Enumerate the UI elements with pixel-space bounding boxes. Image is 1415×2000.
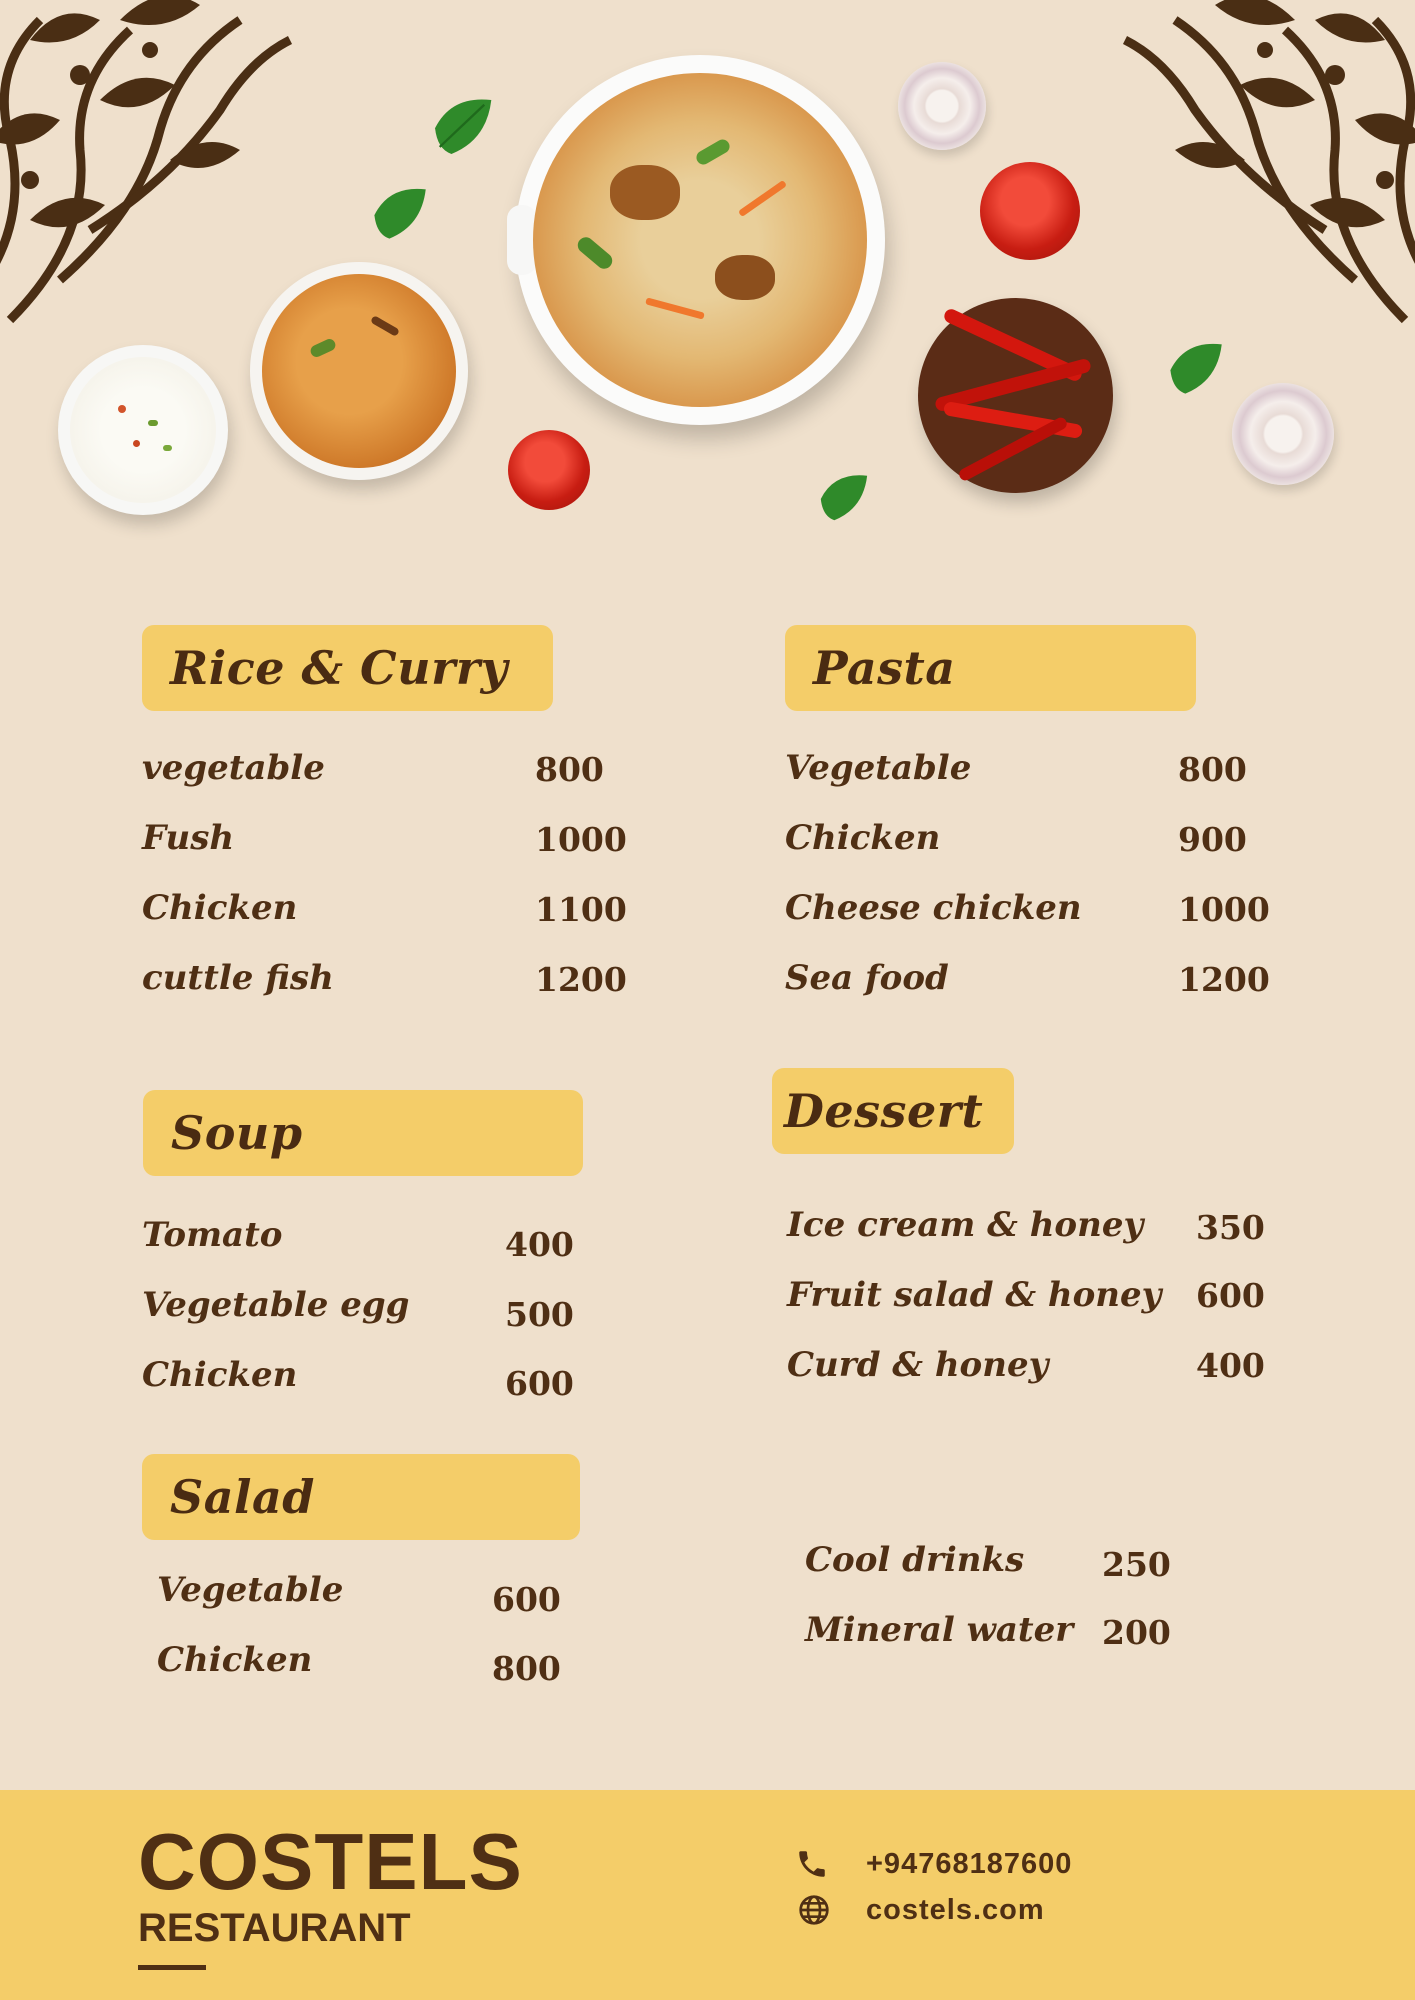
menu-item-price: 1200: [535, 960, 627, 999]
menu-item-price: 1100: [535, 890, 627, 929]
menu-item-name: Fush: [142, 818, 235, 858]
brand-underline: [138, 1965, 206, 1970]
menu-item-price: 800: [535, 750, 604, 789]
menu-item-name: Chicken: [785, 818, 941, 858]
menu-item-price: 600: [505, 1364, 574, 1403]
menu-item-name: Cheese chicken: [785, 888, 1082, 928]
brand-name: COSTELS: [138, 1817, 523, 1906]
phone-number[interactable]: +94768187600: [866, 1848, 1073, 1880]
menu-item-price: 500: [505, 1295, 574, 1334]
tomato-slice-image: [508, 430, 590, 510]
menu-item-price: 1200: [1178, 960, 1270, 999]
menu-item-name: cuttle fish: [142, 958, 334, 998]
menu-item-name: Vegetable: [785, 748, 972, 788]
website-link[interactable]: costels.com: [866, 1894, 1045, 1926]
menu-item-name: vegetable: [142, 748, 325, 788]
menu-item-name: Chicken: [157, 1640, 313, 1680]
menu-item-price: 600: [1196, 1276, 1265, 1315]
menu-item-name: Chicken: [142, 1355, 298, 1395]
section-header-soup: Soup: [143, 1090, 583, 1176]
menu-item-name: Tomato: [142, 1215, 283, 1255]
menu-item-price: 250: [1102, 1545, 1171, 1584]
mint-leaf-icon: [368, 183, 430, 245]
red-chili-bowl-image: [918, 298, 1113, 493]
raita-bowl-image: [58, 345, 228, 515]
menu-item-name: Ice cream & honey: [787, 1205, 1144, 1245]
menu-item-price: 1000: [1178, 890, 1270, 929]
curry-bowl-image: [250, 262, 468, 480]
footer-bar: [0, 1790, 1415, 2000]
phone-icon: [795, 1847, 829, 1881]
menu-item-price: 900: [1178, 820, 1247, 859]
mint-leaf-icon: [428, 93, 496, 161]
mandala-ornament-right: [1115, 0, 1415, 340]
section-header-rice-curry: Rice & Curry: [142, 625, 553, 711]
menu-item-price: 1000: [535, 820, 627, 859]
menu-item-price: 400: [1196, 1346, 1265, 1385]
mint-leaf-icon: [1162, 338, 1228, 400]
globe-icon: [798, 1894, 830, 1926]
menu-item-name: Mineral water: [805, 1610, 1074, 1650]
menu-item-name: Curd & honey: [787, 1345, 1049, 1385]
biryani-bowl-image: [515, 55, 885, 425]
menu-item-price: 400: [505, 1225, 574, 1264]
menu-item-name: Vegetable egg: [142, 1285, 410, 1325]
menu-item-price: 350: [1196, 1208, 1265, 1247]
mandala-ornament-left: [0, 0, 300, 340]
onion-slice-image: [898, 62, 986, 150]
section-header-dessert: Dessert: [772, 1068, 1014, 1154]
menu-item-price: 200: [1102, 1613, 1171, 1652]
tomato-slice-image: [980, 162, 1080, 260]
brand-subtitle: RESTAURANT: [138, 1906, 411, 1950]
menu-item-price: 800: [1178, 750, 1247, 789]
menu-item-name: Chicken: [142, 888, 298, 928]
mint-leaf-icon: [815, 470, 871, 526]
menu-item-name: Vegetable: [157, 1570, 344, 1610]
onion-slice-image: [1232, 383, 1334, 485]
menu-item-name: Sea food: [785, 958, 949, 998]
menu-item-price: 800: [492, 1649, 561, 1688]
menu-item-name: Fruit salad & honey: [787, 1275, 1162, 1315]
menu-item-price: 600: [492, 1580, 561, 1619]
menu-item-name: Cool drinks: [805, 1540, 1025, 1580]
section-header-pasta: Pasta: [785, 625, 1196, 711]
section-header-salad: Salad: [142, 1454, 580, 1540]
